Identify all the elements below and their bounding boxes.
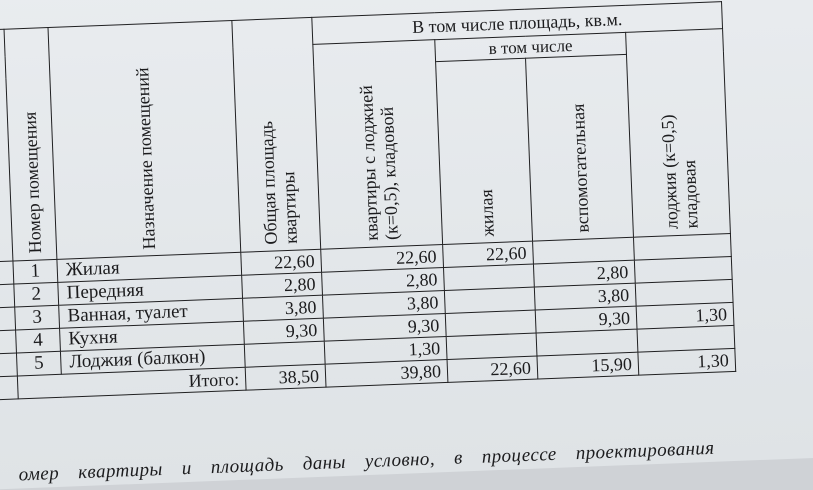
area-with-loggia: 9,30 <box>323 313 446 341</box>
header-in-that-number: в том числе <box>435 32 627 61</box>
loggia-area-sum: 1,30 <box>638 348 736 375</box>
room-number: 3 <box>15 305 60 330</box>
living-area <box>444 264 535 290</box>
area-with-loggia: 1,30 <box>324 336 447 364</box>
header-apartment-with-loggia: квартиры с лоджией (к=0,5), кладовой <box>313 40 443 250</box>
header-loggia-storage: лоджия (к=0,5) кладовая <box>626 29 731 238</box>
header-living: жилая <box>436 58 533 244</box>
totals-label: Итого: <box>17 367 246 399</box>
room-name: Ванная, туалет <box>59 298 244 328</box>
total-area: 3,80 <box>243 295 324 321</box>
auxiliary-area-sum: 15,90 <box>537 352 639 379</box>
area-with-loggia: 2,80 <box>322 268 445 296</box>
footnote-text: омер квартиры и площадь даны условно, в процессе проектирования <box>18 437 715 486</box>
header-total-area: Общая площадь квартиры <box>232 17 321 252</box>
room-number: 1 <box>13 259 58 284</box>
header-room-purpose: Назначение помещений <box>48 20 241 259</box>
auxiliary-area: 3,80 <box>534 283 636 310</box>
living-area-sum: 22,60 <box>447 356 538 382</box>
auxiliary-area: 2,80 <box>533 260 635 287</box>
header-auxiliary: вспомогательная <box>526 54 634 241</box>
area-with-loggia-sum: 39,80 <box>325 359 448 387</box>
area-with-loggia: 3,80 <box>322 291 445 319</box>
living-area <box>446 333 537 359</box>
room-name: Лоджия (балкон) <box>60 344 245 374</box>
auxiliary-area: 9,30 <box>535 306 637 333</box>
loggia-area: 1,30 <box>636 302 734 329</box>
total-area: 9,30 <box>243 318 324 344</box>
header-including-area: В том числе площадь, кв.м. <box>312 2 723 45</box>
room-name: Передняя <box>58 275 243 305</box>
room-number: 2 <box>14 282 59 307</box>
room-number: 5 <box>16 351 61 376</box>
header-room-number: Номер помещения <box>4 28 57 262</box>
room-area-table <box>0 1 736 401</box>
living-area <box>445 310 536 336</box>
total-area: 2,80 <box>242 272 323 298</box>
area-with-loggia: 22,60 <box>321 245 444 273</box>
room-name: Жилая <box>57 252 242 282</box>
total-area <box>244 341 325 367</box>
room-number: 4 <box>16 328 61 353</box>
total-area-sum: 38,50 <box>245 364 326 390</box>
total-area: 22,60 <box>241 249 322 275</box>
living-area <box>444 287 535 313</box>
room-name: Кухня <box>60 321 245 351</box>
living-area: 22,60 <box>443 241 534 267</box>
